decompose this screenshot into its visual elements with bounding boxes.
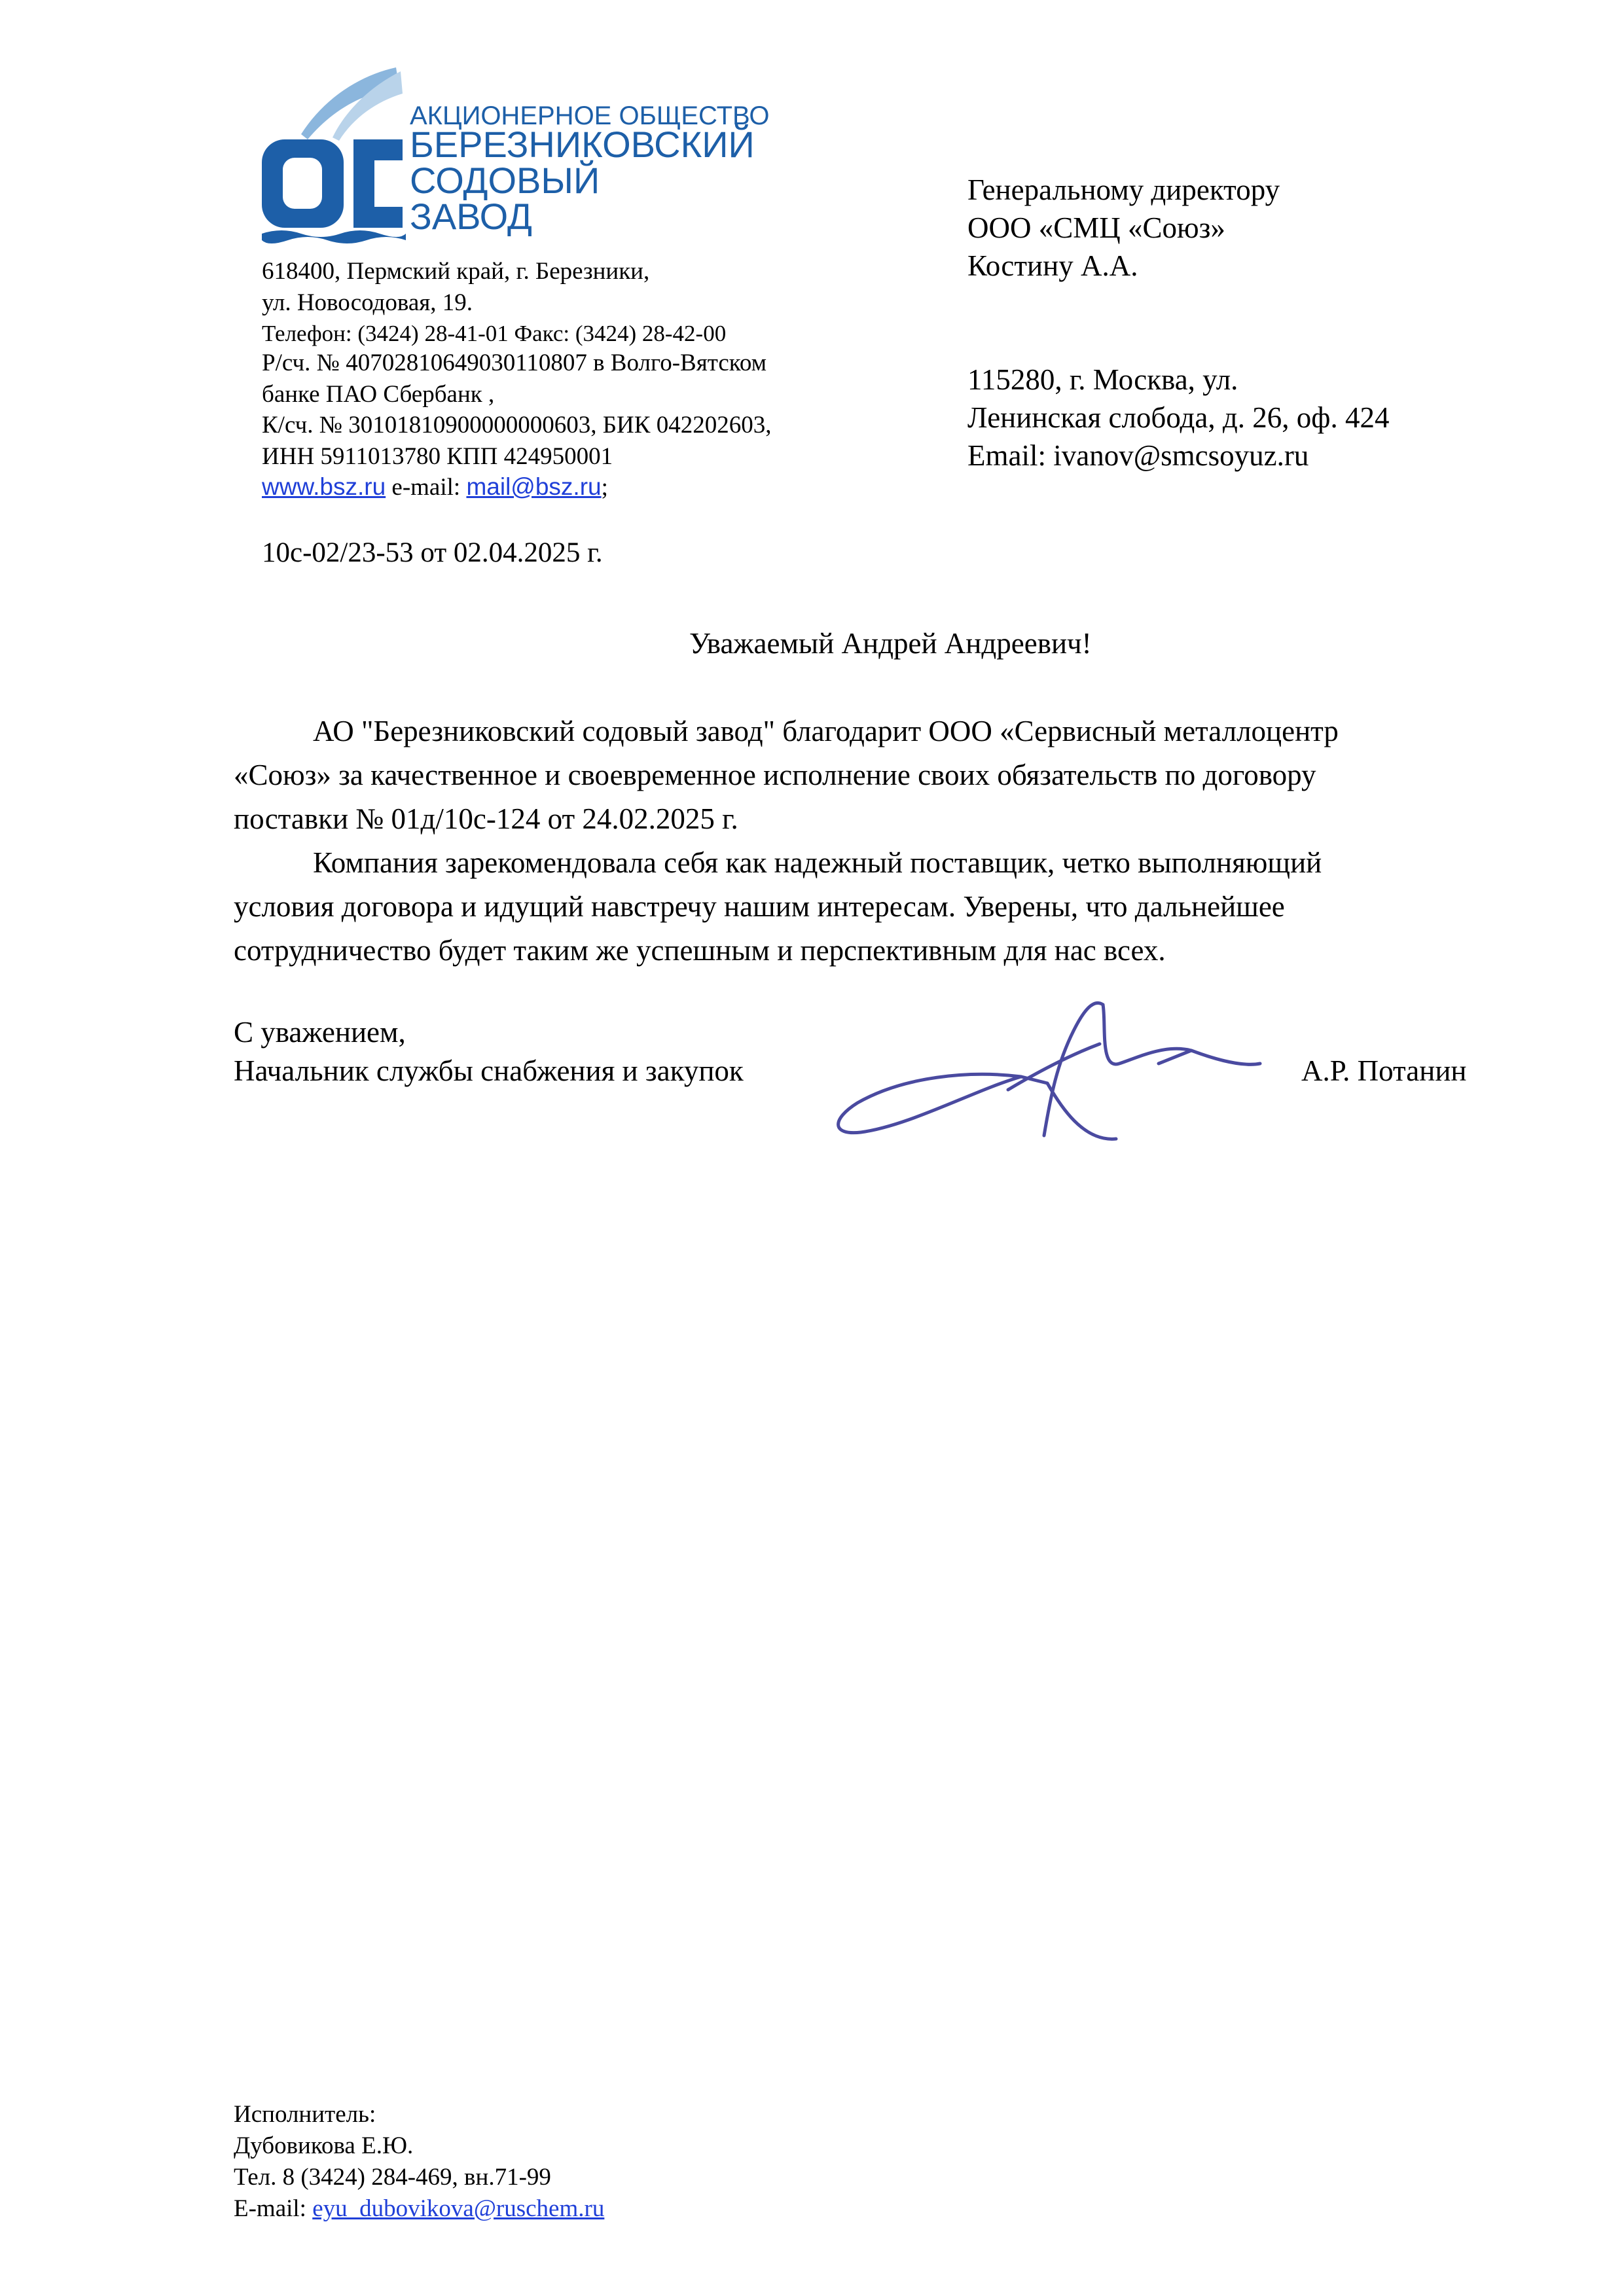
recipient-email: Email: ivanov@smcsoyuz.ru: [967, 439, 1309, 472]
recipient-name: Костину А.А.: [967, 249, 1138, 282]
signer-position: Начальник службы снабжения и закупок: [234, 1054, 744, 1087]
outgoing-reference: 10с-02/23-53 от 02.04.2025 г.: [262, 537, 603, 568]
recipient-company: ООО «СМЦ «Союз»: [967, 211, 1225, 244]
sender-account-2: банке ПАО Сбербанк ,: [262, 381, 495, 408]
executor-label: Исполнитель:: [234, 2101, 376, 2128]
body-p1-line-2: «Союз» за качественное и своевременное исполнение своих обязательств по договору: [234, 759, 1316, 791]
executor-email-line: [234, 2197, 604, 2221]
sender-address-2: ул. Новосодовая, 19.: [262, 289, 473, 316]
sender-address-1: 618400, Пермский край, г. Березники,: [262, 258, 650, 285]
executor-email-label: E-mail:: [234, 2195, 313, 2222]
signer-name: А.Р. Потанин: [1301, 1054, 1467, 1087]
closing-regards: С уважением,: [234, 1016, 406, 1049]
body-p1-line-1: АО "Березниковский содовый завод" благодарит ООО «Сервисный металлоцентр: [313, 715, 1339, 747]
sender-email-link[interactable]: mail@bsz.ru: [466, 473, 602, 500]
logo-line-3: СОДОВЫЙ: [410, 160, 600, 201]
executor-name: Дубовикова Е.Ю.: [234, 2132, 414, 2159]
salutation: Уважаемый Андрей Андреевич!: [689, 627, 1092, 660]
executor-email-link[interactable]: eyu_dubovikova@ruschem.ru: [312, 2195, 605, 2222]
sender-corr-account: К/сч. № 30101810900000000603, БИК 042202603,: [262, 412, 772, 439]
body-p1-line-3: поставки № 01д/10с-124 от 24.02.2025 г.: [234, 802, 738, 835]
body-p2-line-2: условия договора и идущий навстречу нашим интересам. Уверены, что дальнейшее: [234, 890, 1285, 923]
logo-line-2: БЕРЕЗНИКОВСКИЙ: [410, 124, 755, 165]
recipient-address-1: 115280, г. Москва, ул.: [967, 363, 1238, 396]
sender-email-label: e-mail:: [386, 474, 467, 501]
sender-inn-kpp: ИНН 5911013780 КПП 424950001: [262, 443, 613, 470]
recipient-position: Генеральному директору: [967, 173, 1280, 206]
executor-phone: Тел. 8 (3424) 284-469, вн.71-99: [234, 2164, 551, 2191]
body-p2-line-1: Компания зарекомендовала себя как надежный поставщик, четко выполняющий: [313, 846, 1322, 879]
logo-line-1: АКЦИОНЕРНОЕ ОБЩЕСТВО: [410, 101, 770, 130]
body-p2-line-3: сотрудничество будет таким же успешным и перспективным для нас всех.: [234, 934, 1166, 967]
sender-contacts: [262, 475, 608, 499]
logo-line-4: ЗАВОД: [410, 196, 532, 237]
company-logo: [262, 62, 854, 249]
sender-email-suffix: ;: [601, 474, 608, 501]
sender-account-1: Р/сч. № 40702810649030110807 в Волго-Вятском: [262, 350, 767, 376]
logo-wave-icon: [301, 67, 399, 139]
recipient-address-2: Ленинская слобода, д. 26, оф. 424: [967, 401, 1390, 434]
sender-website-link[interactable]: www.bsz.ru: [262, 473, 386, 500]
sender-phones: Телефон: (3424) 28-41-01 Факс: (3424) 28-42-00: [262, 321, 727, 346]
handwritten-signature: [825, 992, 1276, 1149]
